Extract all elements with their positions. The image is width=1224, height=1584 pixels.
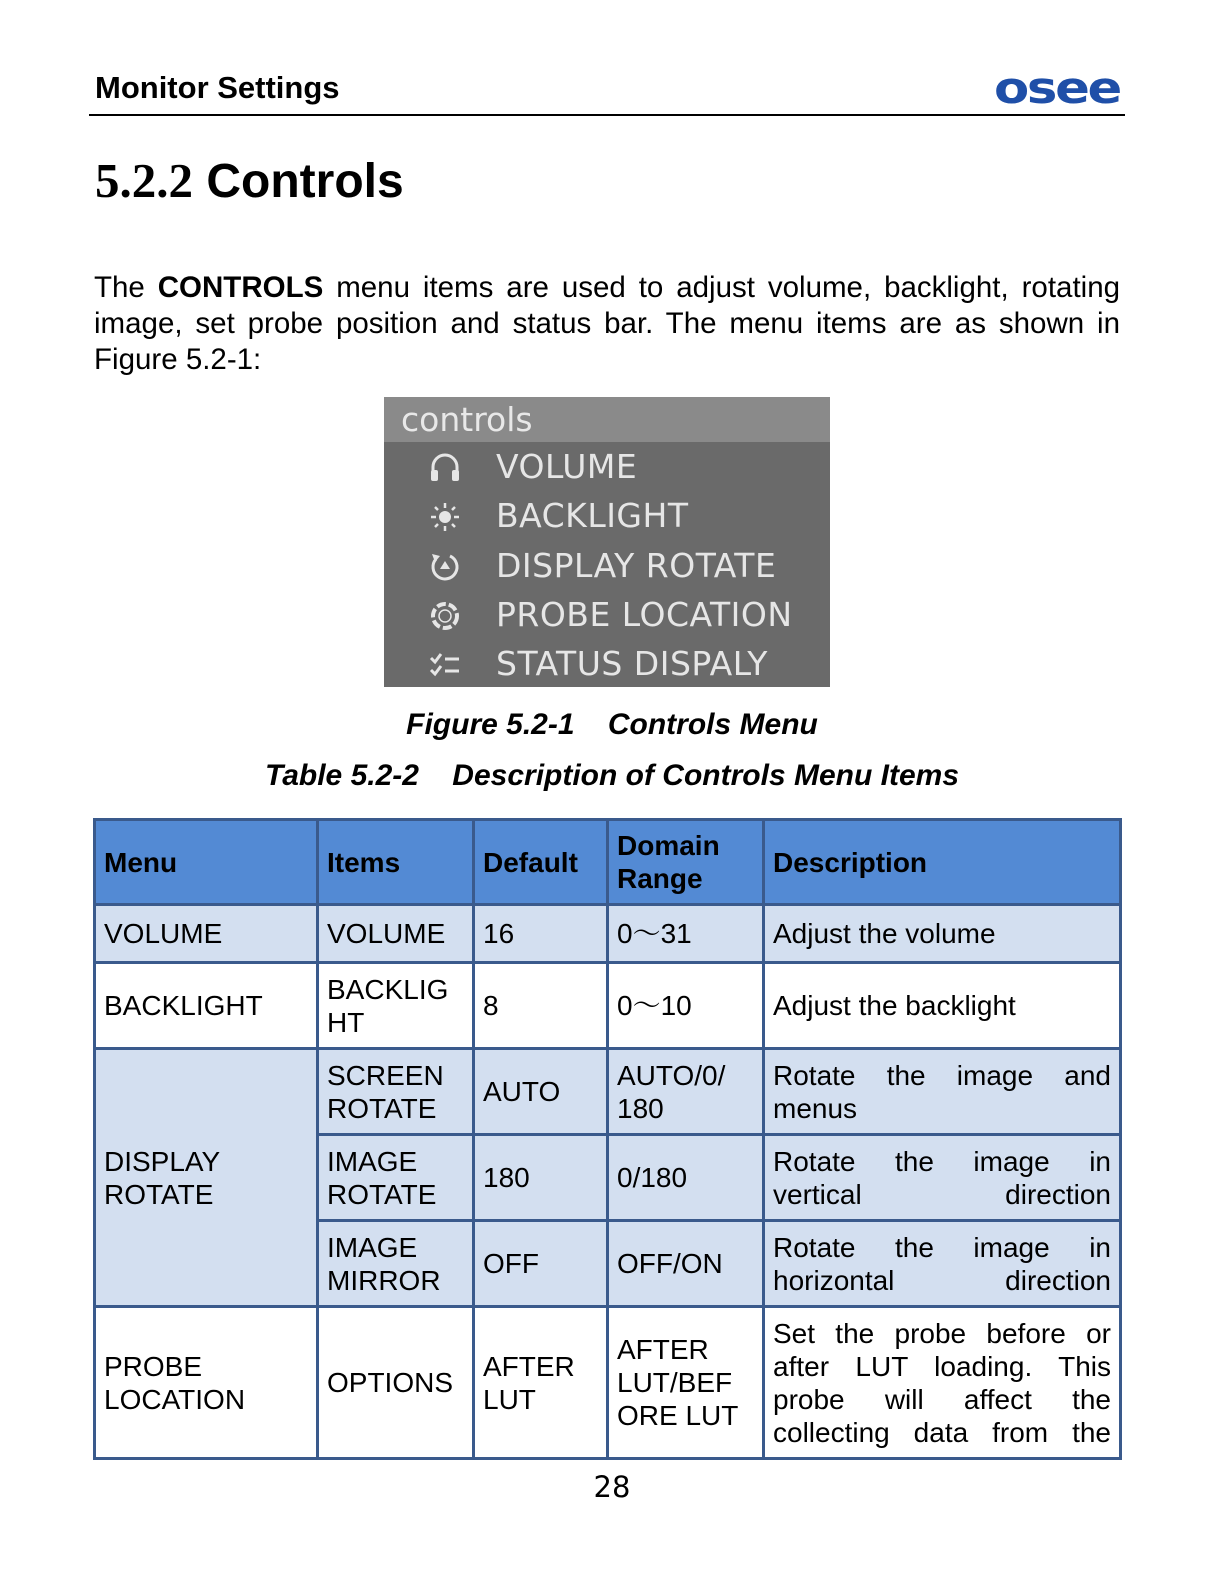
cell-range: AUTO/0/ 180 (608, 1049, 764, 1135)
cell-item: BACKLIG HT (318, 963, 474, 1049)
header-domain-range: Domain Range (608, 820, 764, 905)
menu-item-volume (384, 443, 830, 492)
table-row (95, 1307, 1121, 1459)
cell-item: VOLUME (318, 905, 474, 963)
cell-default: OFF (474, 1221, 608, 1307)
cell-range: 0～31 (608, 905, 764, 963)
cell-default: AFTER LUT (474, 1307, 608, 1459)
cell-item: OPTIONS (318, 1307, 474, 1459)
cell-description: Adjust the volume (764, 905, 1121, 963)
rotate-icon (428, 550, 462, 584)
section-number: 5.2.2 (95, 153, 193, 208)
cell-description: Rotate the image and menus (764, 1049, 1121, 1135)
table-row (95, 1049, 1121, 1135)
menu-item-label: PROBE LOCATION (496, 595, 793, 634)
menu-title: controls (401, 400, 533, 439)
header-title: Monitor Settings (95, 70, 340, 105)
header-items: Items (318, 820, 474, 905)
menu-item-status-display (384, 640, 830, 689)
controls-menu-screenshot (384, 397, 830, 687)
cell-default: AUTO (474, 1049, 608, 1135)
table-header-row (95, 820, 1121, 905)
cell-description: Adjust the backlight (764, 963, 1121, 1049)
menu-item-label: VOLUME (496, 447, 638, 486)
osee-logo (993, 68, 1121, 108)
cell-range: OFF/ON (608, 1221, 764, 1307)
cell-range: 0～10 (608, 963, 764, 1049)
header-rule (89, 114, 1125, 116)
header-default: Default (474, 820, 608, 905)
page-number: 28 (593, 1470, 631, 1504)
menu-item-backlight (384, 492, 830, 541)
cell-menu: PROBE LOCATION (95, 1307, 318, 1459)
menu-item-probe-location (384, 591, 830, 640)
menu-header (384, 397, 830, 442)
header-description: Description (764, 820, 1121, 905)
header-menu: Menu (95, 820, 318, 905)
figure-caption: Figure 5.2-1 Controls Menu (406, 708, 818, 741)
intro-after: menu items are used to adjust volume, backlight, rotating image, set probe position and status bar. The menu items are as shown in Figure 5.2-1: (94, 271, 1121, 376)
sun-icon (428, 500, 462, 534)
menu-item-display-rotate (384, 542, 830, 591)
cell-default: 16 (474, 905, 608, 963)
menu-item-label: STATUS DISPALY (496, 644, 768, 683)
cell-menu: DISPLAY ROTATE (95, 1049, 318, 1307)
menu-item-label: BACKLIGHT (496, 496, 689, 535)
cell-menu: BACKLIGHT (95, 963, 318, 1049)
table-row (95, 963, 1121, 1049)
cell-description: Rotate the image in horizontal direction (764, 1221, 1121, 1307)
headphones-icon (428, 451, 462, 485)
section-name: Controls (206, 155, 404, 208)
cell-default: 8 (474, 963, 608, 1049)
cell-description: Set the probe before or after LUT loading. This probe will affect the collecting data from the (764, 1307, 1121, 1459)
cell-item: IMAGE MIRROR (318, 1221, 474, 1307)
cell-item: SCREEN ROTATE (318, 1049, 474, 1135)
intro-keyword: CONTROLS (157, 271, 324, 304)
cell-item: IMAGE ROTATE (318, 1135, 474, 1221)
probe-ring-icon (428, 599, 462, 633)
section-title (95, 152, 404, 209)
intro-paragraph (94, 270, 1120, 378)
checklist-icon (428, 648, 462, 682)
cell-description: Rotate the image in vertical direction (764, 1135, 1121, 1221)
cell-menu: VOLUME (95, 905, 318, 963)
controls-table (93, 818, 1122, 1460)
table-row (95, 905, 1121, 963)
table-caption: Table 5.2-2 Description of Controls Menu Items (265, 759, 959, 792)
logo-text: osee (994, 68, 1121, 108)
menu-item-label: DISPLAY ROTATE (496, 546, 777, 585)
cell-range: AFTER LUT/BEF ORE LUT (608, 1307, 764, 1459)
intro-before: The (94, 271, 158, 304)
cell-default: 180 (474, 1135, 608, 1221)
cell-range: 0/180 (608, 1135, 764, 1221)
